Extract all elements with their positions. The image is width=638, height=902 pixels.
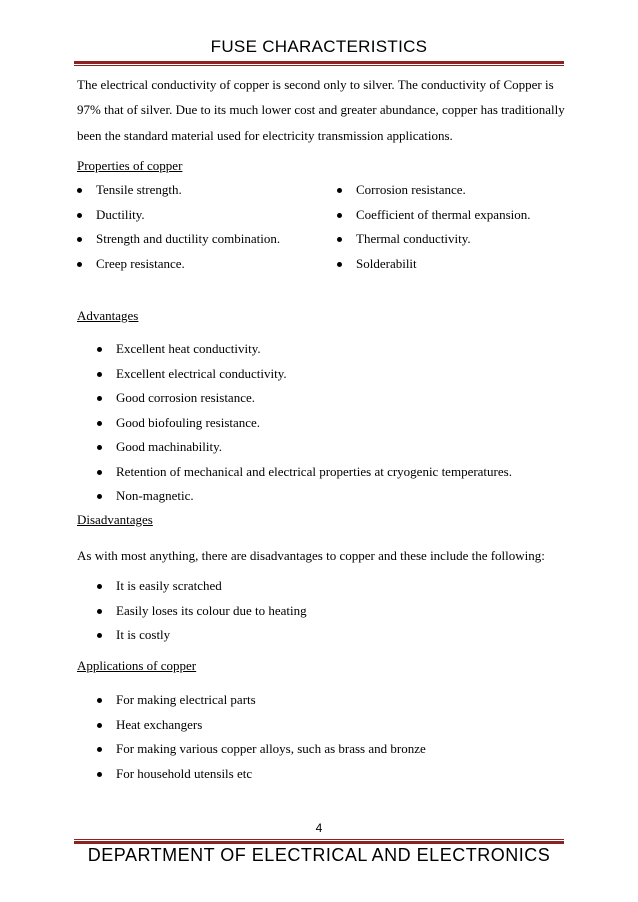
bullet-icon xyxy=(97,372,102,377)
list-item: Creep resistance. xyxy=(77,252,307,277)
bullet-icon xyxy=(97,584,102,589)
header-rule-thin xyxy=(74,65,564,66)
bullet-icon xyxy=(97,445,102,450)
applications-list xyxy=(77,688,567,786)
list-item: Solderabilit xyxy=(337,252,567,277)
bullet-icon xyxy=(97,747,102,752)
bullet-icon xyxy=(97,723,102,728)
list-item: It is easily scratched xyxy=(77,574,567,599)
list-item: For making electrical parts xyxy=(77,688,567,713)
applications-heading: Applications of copper xyxy=(77,658,197,673)
list-item: For household utensils etc xyxy=(77,762,567,787)
list-item: Excellent electrical conductivity. xyxy=(77,362,567,387)
bullet-icon xyxy=(77,262,82,267)
bullet-icon xyxy=(77,188,82,193)
bullet-icon xyxy=(97,698,102,703)
list-item: Tensile strength. xyxy=(77,178,307,203)
list-item: Good machinability. xyxy=(77,435,567,460)
list-item: Retention of mechanical and electrical properties at cryogenic temperatures. xyxy=(77,460,567,485)
intro-line-1: The electrical conductivity of copper is second only to silver. The conductivity of Copper is xyxy=(77,77,554,92)
intro-line-3: been the standard material used for electricity transmission applications. xyxy=(77,127,453,143)
bullet-icon xyxy=(97,494,102,499)
list-item: Thermal conductivity. xyxy=(337,227,567,252)
list-item: Good biofouling resistance. xyxy=(77,411,567,436)
disadvantages-list xyxy=(77,574,567,648)
bullet-icon xyxy=(97,421,102,426)
list-item: Excellent heat conductivity. xyxy=(77,337,567,362)
bullet-icon xyxy=(337,188,342,193)
disadvantages-heading: Disadvantages xyxy=(77,512,153,527)
bullet-icon xyxy=(97,470,102,475)
header-rule-thick xyxy=(74,61,564,64)
bullet-icon xyxy=(97,633,102,638)
intro-line-2: 97% that of silver. Due to its much lower cost and greater abundance, copper has traditionally xyxy=(77,102,565,118)
bullet-icon xyxy=(77,237,82,242)
list-item: Non-magnetic. xyxy=(77,484,567,509)
bullet-icon xyxy=(97,609,102,614)
bullet-icon xyxy=(97,347,102,352)
list-item: For making various copper alloys, such as brass and bronze xyxy=(77,737,567,762)
footer-department: DEPARTMENT OF ELECTRICAL AND ELECTRONICS xyxy=(87,845,551,865)
disadvantages-intro: As with most anything, there are disadvantages to copper and these include the following: xyxy=(77,548,545,563)
advantages-list xyxy=(77,337,567,509)
bullet-icon xyxy=(97,772,102,777)
footer-rule-thick xyxy=(74,841,564,844)
list-item: Corrosion resistance. xyxy=(337,178,567,203)
list-item: Coefficient of thermal expansion. xyxy=(337,203,567,228)
page-header-title: FUSE CHARACTERISTICS xyxy=(210,37,428,56)
page-number: 4 xyxy=(315,821,323,835)
bullet-icon xyxy=(77,213,82,218)
properties-left-column xyxy=(77,178,307,276)
footer-rule-thin xyxy=(74,839,564,840)
list-item: Strength and ductility combination. xyxy=(77,227,307,252)
list-item: Ductility. xyxy=(77,203,307,228)
intro-paragraph xyxy=(77,72,567,148)
list-item: Easily loses its colour due to heating xyxy=(77,599,567,624)
advantages-heading: Advantages xyxy=(77,308,139,323)
bullet-icon xyxy=(337,262,342,267)
bullet-icon xyxy=(97,396,102,401)
list-item: Heat exchangers xyxy=(77,713,567,738)
list-item: It is costly xyxy=(77,623,567,648)
list-item: Good corrosion resistance. xyxy=(77,386,567,411)
bullet-icon xyxy=(337,237,342,242)
properties-right-column xyxy=(337,178,567,276)
page-body xyxy=(77,72,567,781)
bullet-icon xyxy=(337,213,342,218)
properties-heading: Properties of copper xyxy=(77,158,183,173)
